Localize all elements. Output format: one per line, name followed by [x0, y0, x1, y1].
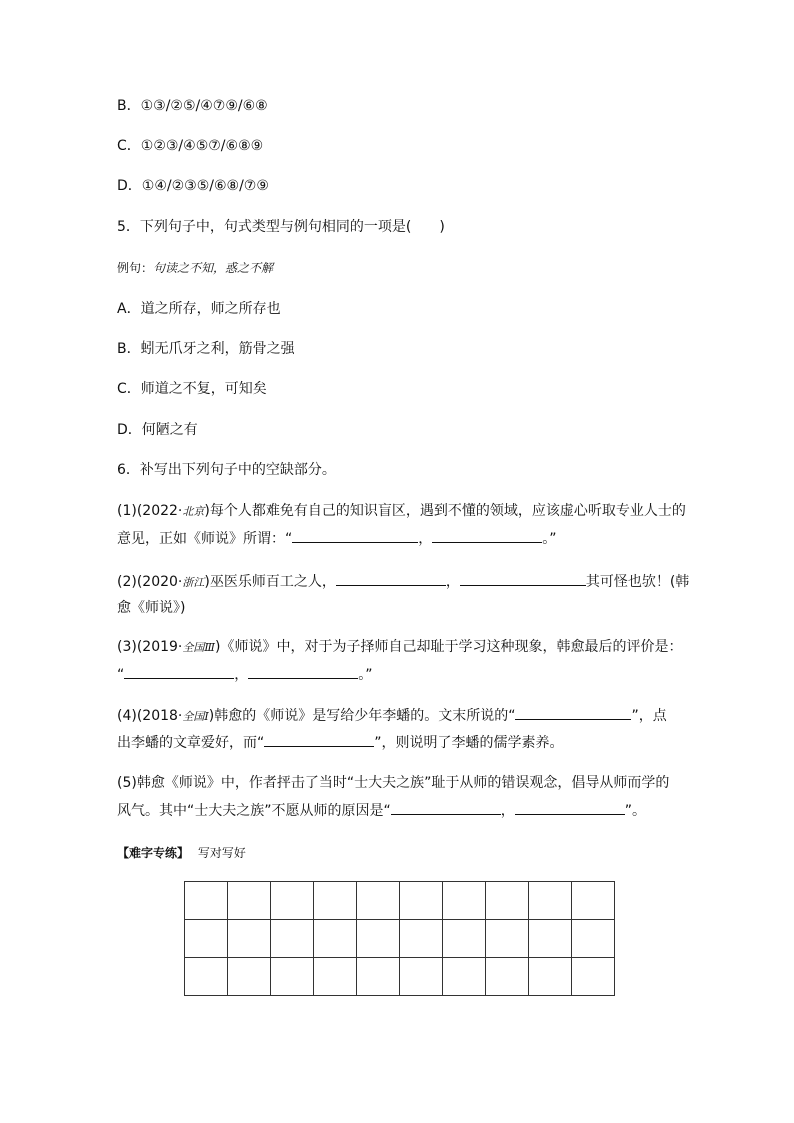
q5-option-b: B．蚓无爪牙之利，筋骨之强	[117, 341, 295, 357]
q6-item3-number: (3)(2019·	[117, 639, 183, 655]
grid-cell[interactable]	[486, 882, 529, 920]
q5-stem: 5．下列句子中，句式类型与例句相同的一项是( )	[117, 219, 445, 235]
grid-cell[interactable]	[443, 882, 486, 920]
q6-stem: 6．补写出下列句子中的空缺部分。	[117, 462, 336, 478]
q6-item5-blank-2[interactable]	[515, 800, 625, 815]
q6-item4-text3: 出李蟠的文章爱好，而“	[117, 735, 265, 751]
grid-cell[interactable]	[314, 882, 357, 920]
q6-item1-line1	[117, 501, 686, 522]
q6-item1-number: (1)(2022·	[117, 503, 183, 519]
q6-item4-line2	[117, 732, 564, 753]
q6-item1-text: )每个人都难免有自己的知识盲区，遇到不懂的领域，应该虚心听取专业人士的	[204, 503, 686, 519]
q6-item4-text2: ”，点	[631, 708, 667, 724]
q6-item5-blank-1[interactable]	[391, 800, 501, 815]
q6-item4-source: 全国Ⅰ	[182, 710, 209, 723]
q4-option-c: C．①②③/④⑤⑦/⑥⑧⑨	[117, 138, 264, 154]
q6-item4-text: )韩愈的《师说》是写给少年李蟠的。文末所说的“	[208, 708, 516, 724]
grid-cell[interactable]	[357, 958, 400, 996]
q6-item3-quote-open: “	[117, 667, 125, 683]
q6-item1-sep: ，	[418, 531, 433, 547]
grid-row	[185, 882, 615, 920]
q4-option-b: B．①③/②⑤/④⑦⑨/⑥⑧	[117, 98, 268, 114]
grid-cell[interactable]	[443, 920, 486, 958]
grid-cell[interactable]	[185, 920, 228, 958]
grid-row	[185, 958, 615, 996]
q6-item2-text3: 其可怪也欤！(韩	[585, 574, 690, 590]
q6-item2-blank-2[interactable]	[460, 571, 586, 586]
q6-item3-sep: ，	[234, 667, 249, 683]
grid-cell[interactable]	[400, 920, 443, 958]
grid-cell[interactable]	[357, 920, 400, 958]
practice-title: 【难字专练】	[117, 846, 190, 860]
q6-item3-text: )《师说》中，对于为子择师自己却耻于学习这种现象，韩愈最后的评价是：	[214, 639, 683, 655]
q6-item3-source: 全国Ⅲ	[182, 641, 215, 654]
q6-item2-source: 浙江	[182, 576, 205, 589]
grid-cell[interactable]	[572, 958, 615, 996]
q5-option-a: A．道之所存，师之所存也	[117, 301, 281, 317]
q6-item4-number: (4)(2018·	[117, 708, 183, 724]
q6-item2-text: )巫医乐师百工之人，	[204, 574, 336, 590]
q6-item2-line2: 愈《师说》)	[117, 600, 186, 616]
practice-heading	[117, 843, 246, 863]
q6-item3-line1	[117, 637, 682, 658]
q6-item2-sep: ，	[445, 574, 460, 590]
grid-cell[interactable]	[228, 958, 271, 996]
q6-item3-blank-2[interactable]	[248, 664, 358, 679]
grid-cell[interactable]	[314, 920, 357, 958]
q6-item5-end: ”。	[624, 803, 647, 819]
grid-cell[interactable]	[486, 958, 529, 996]
q6-item5-line2	[117, 800, 646, 821]
q5-example	[117, 258, 273, 278]
q5-example-text: 句读之不知，惑之不解	[153, 261, 274, 275]
q6-item5-text2: 风气。其中“士大夫之族”不愿从师的原因是“	[117, 803, 391, 819]
q6-item5-line1: (5)韩愈《师说》中，作者抨击了当时“士大夫之族”耻于从师的错误观念，倡导从师而学的	[117, 775, 670, 791]
q6-item1-end: 。”	[542, 531, 557, 547]
grid-cell[interactable]	[185, 958, 228, 996]
writing-grid	[184, 881, 615, 996]
grid-cell[interactable]	[400, 882, 443, 920]
grid-cell[interactable]	[357, 882, 400, 920]
grid-cell[interactable]	[228, 920, 271, 958]
grid-cell[interactable]	[529, 958, 572, 996]
q6-item2-number: (2)(2020·	[117, 574, 183, 590]
grid-cell[interactable]	[486, 920, 529, 958]
grid-cell[interactable]	[443, 958, 486, 996]
q6-item4-line1	[117, 705, 667, 727]
practice-subtitle: 写对写好	[197, 846, 246, 860]
q6-item1-text2: 意见，正如《师说》所谓：“	[117, 531, 293, 547]
grid-cell[interactable]	[314, 958, 357, 996]
grid-cell[interactable]	[271, 920, 314, 958]
q4-option-d: D．①④/②③⑤/⑥⑧/⑦⑨	[117, 178, 269, 194]
grid-cell[interactable]	[529, 920, 572, 958]
grid-cell[interactable]	[271, 882, 314, 920]
q6-item3-blank-1[interactable]	[124, 664, 234, 679]
grid-cell[interactable]	[572, 920, 615, 958]
q6-item1-line2	[117, 528, 557, 549]
q5-option-c: C．师道之不复，可知矣	[117, 381, 267, 397]
grid-row	[185, 920, 615, 958]
q6-item1-source: 北京	[182, 505, 205, 518]
q5-example-label: 例句：	[117, 261, 154, 275]
grid-cell[interactable]	[529, 882, 572, 920]
q6-item3-line2	[117, 664, 373, 685]
q6-item4-blank-1[interactable]	[515, 705, 631, 720]
grid-cell[interactable]	[271, 958, 314, 996]
q6-item4-text4: ”，则说明了李蟠的儒学素养。	[374, 735, 564, 751]
q6-item2-blank-1[interactable]	[336, 571, 446, 586]
q6-item4-blank-2[interactable]	[264, 732, 374, 747]
q6-item1-blank-1[interactable]	[292, 528, 418, 543]
q6-item5-sep: ，	[500, 803, 515, 819]
grid-cell[interactable]	[572, 882, 615, 920]
grid-cell[interactable]	[400, 958, 443, 996]
q5-option-d: D．何陋之有	[117, 422, 198, 438]
q6-item1-blank-2[interactable]	[432, 528, 542, 543]
q6-item3-end: 。”	[358, 667, 373, 683]
grid-cell[interactable]	[228, 882, 271, 920]
grid-cell[interactable]	[185, 882, 228, 920]
q6-item2-line1	[117, 571, 689, 593]
